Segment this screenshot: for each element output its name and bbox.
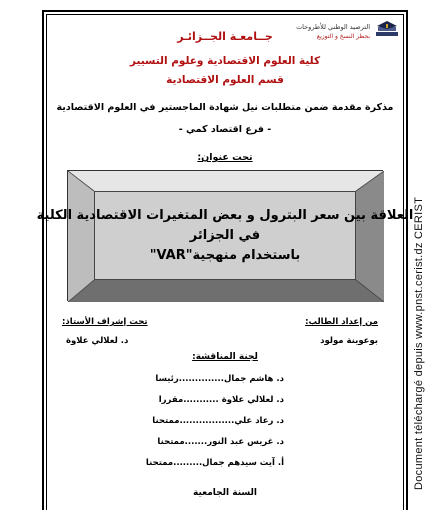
supervisor-name: د. لعلالي علاوة	[66, 336, 129, 346]
logo-line-2: بحظر النسخ و التوزيع	[316, 33, 370, 40]
branch-name: - فرع اقتصاد كمي -	[178, 124, 272, 135]
department-name: قسم العلوم الاقتصادية	[166, 74, 284, 86]
title-line-3: باستخدام منهجية"VAR"	[149, 247, 301, 263]
university-name: جــامعـة الجــزائـر	[177, 30, 273, 43]
committee-label: لجنة المناقشة:	[192, 352, 258, 362]
download-source-strip: Document téléchargé depuis www.pnst.cerist.dz CERIST	[413, 196, 425, 490]
under-title-label: تحت عنوان:	[197, 152, 253, 163]
committee-member: د. لعلالي علاوة ...........مقررا	[158, 395, 284, 405]
title-line-1: العلاقة بين سعر البترول و بعض المتغيرات الاقتصادية الكلية	[36, 207, 414, 223]
thesis-title-box	[36, 170, 414, 301]
logo-line-1: الترصيد الوطني للأطروحات	[296, 23, 370, 31]
committee-member: أ. آيت سيدهم جمال.........ممتحنا	[145, 458, 284, 468]
academic-year: السنة الجامعية	[192, 488, 257, 498]
memo-statement: مذكرة مقدمة ضمن متطلبات نيل شهادة الماجستير في العلوم الاقتصادية	[56, 102, 394, 113]
committee-member: د. هاشم جمال..............رئيسا	[155, 374, 284, 384]
faculty-name: كلية العلوم الاقتصادية وعلوم التسيير	[129, 55, 321, 67]
student-name: بوعوينة مولود	[320, 336, 378, 346]
title-line-2: في الجزائر	[189, 227, 261, 243]
committee-member: د. غريس عبد النور.......ممتحنا	[157, 437, 284, 447]
thesis-title	[36, 191, 414, 280]
student-label: من إعداد الطالب:	[305, 317, 378, 327]
committee-member: د. رعاد علي.................ممتحنا	[152, 416, 284, 426]
supervisor-label: تحت إشراف الأستاذ:	[62, 317, 148, 327]
